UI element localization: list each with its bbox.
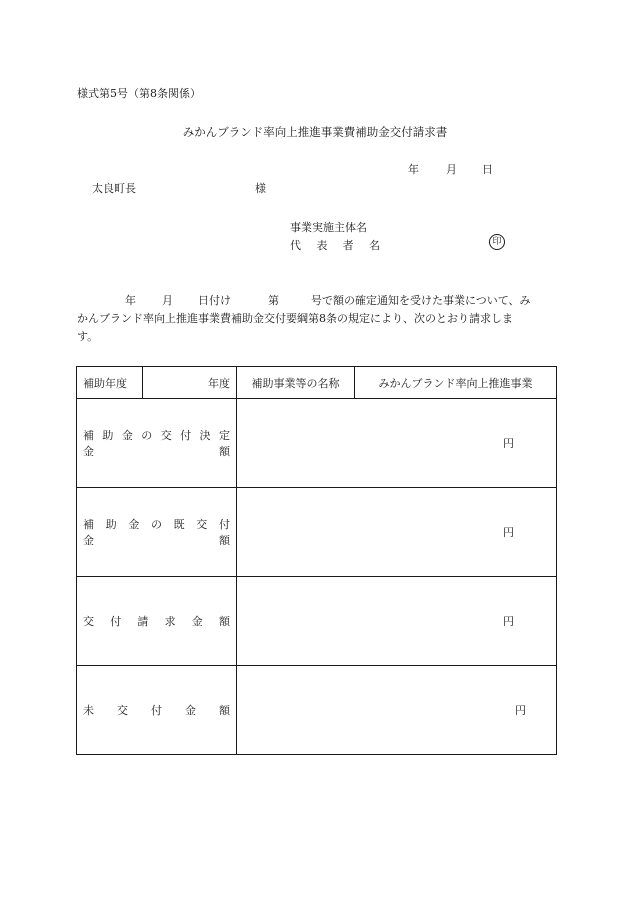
table-header-row (77, 367, 557, 399)
body-line-1 (77, 292, 555, 310)
request-body-text (77, 292, 555, 346)
body-number-prefix: 第 (268, 294, 279, 307)
grant-decision-amount-label: 補 助 金 の 交 付 決 定 金 額 (77, 399, 237, 488)
project-name-label: 補助事業等の名称 (237, 367, 355, 399)
project-name-value: みかんブランド率向上推進事業 (355, 367, 557, 399)
body-line-3: す。 (77, 330, 99, 343)
applicant-rep-label (290, 237, 380, 253)
date-year-label: 年 (408, 163, 419, 176)
table-row (77, 399, 557, 488)
request-amount-label: 交 付 請 求 金 額 (77, 577, 237, 666)
body-year: 年 (125, 294, 136, 307)
rep-char: 者 (342, 239, 354, 252)
rep-char: 表 (316, 239, 328, 252)
fiscal-year-field: 年度 (143, 367, 237, 399)
date-month-label: 月 (446, 163, 457, 176)
addressee-honorific: 様 (255, 182, 266, 195)
fiscal-year-label: 補助年度 (77, 367, 143, 399)
applicant-org-label: 事業実施主体名 (290, 221, 367, 234)
seal-mark: 印 (489, 234, 505, 250)
document-title: みかんブランド率向上推進事業費補助金交付請求書 (182, 125, 448, 139)
date-day-label: 日 (482, 163, 493, 176)
body-line-2: かんブランド率向上推進事業費補助金交付要綱第8条の規定により、次のとおり請求しま (77, 312, 513, 325)
body-day: 日付け (198, 294, 231, 307)
addressee-name: 太良町長 (92, 182, 136, 195)
unpaid-amount-field: 円 (237, 666, 557, 755)
table-row (77, 577, 557, 666)
table-row (77, 666, 557, 755)
body-month: 月 (162, 294, 173, 307)
grant-paid-amount-field: 円 (237, 488, 557, 577)
rep-char: 名 (368, 239, 380, 252)
request-amount-field: 円 (237, 577, 557, 666)
grant-paid-amount-label: 補 助 金 の 既 交 付 金 額 (77, 488, 237, 577)
grant-decision-amount-field: 円 (237, 399, 557, 488)
table-row (77, 488, 557, 577)
unpaid-amount-label: 未 交 付 金 額 (77, 666, 237, 755)
form-number: 様式第5号（第8条関係） (77, 87, 201, 100)
request-table (76, 366, 557, 755)
body-line1-rest: 号で額の確定通知を受けた事業について、み (311, 294, 531, 307)
rep-char: 代 (290, 239, 301, 252)
